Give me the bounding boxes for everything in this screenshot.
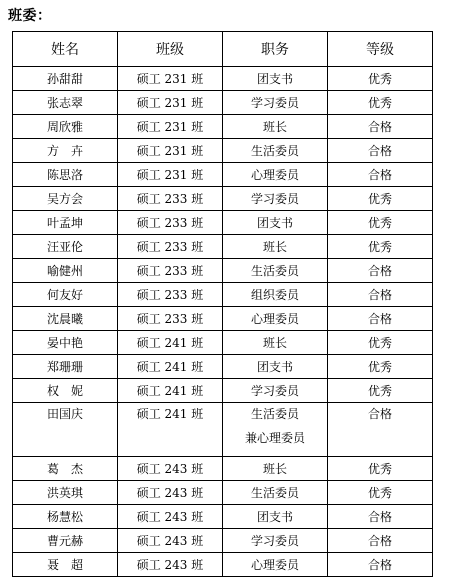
table-row (13, 505, 433, 529)
table-header-row (13, 32, 433, 67)
cell-grade: 优秀 (328, 457, 433, 481)
cell-class: 硕工 233 班 (118, 307, 223, 331)
cell-class: 硕工 231 班 (118, 139, 223, 163)
cell-class: 硕工 243 班 (118, 481, 223, 505)
header-name: 姓名 (13, 32, 118, 67)
table-row (13, 211, 433, 235)
cell-class: 硕工 243 班 (118, 529, 223, 553)
cell-name: 聂 超 (13, 553, 118, 577)
cell-grade: 优秀 (328, 67, 433, 91)
cell-position: 生活委员 (223, 139, 328, 163)
cell-class: 硕工 233 班 (118, 187, 223, 211)
cell-name: 周欣雅 (13, 115, 118, 139)
header-class: 班级 (118, 32, 223, 67)
cell-position: 团支书 (223, 67, 328, 91)
cell-name: 何友好 (13, 283, 118, 307)
table-row (13, 481, 433, 505)
cell-grade: 优秀 (328, 331, 433, 355)
cell-position: 学习委员 (223, 529, 328, 553)
section-heading: 班委： (8, 8, 52, 24)
cell-grade: 优秀 (328, 211, 433, 235)
cell-class: 硕工 233 班 (118, 259, 223, 283)
cell-grade: 合格 (328, 403, 433, 457)
table-row (13, 235, 433, 259)
cell-name: 孙甜甜 (13, 67, 118, 91)
cell-position: 心理委员 (223, 307, 328, 331)
cell-name: 方 卉 (13, 139, 118, 163)
cell-position: 班长 (223, 331, 328, 355)
cell-grade: 合格 (328, 259, 433, 283)
table-row (13, 403, 433, 457)
table-row (13, 259, 433, 283)
cell-position: 心理委员 (223, 553, 328, 577)
cell-position (223, 403, 328, 457)
cell-class: 硕工 241 班 (118, 379, 223, 403)
cell-grade: 优秀 (328, 355, 433, 379)
cell-class: 硕工 241 班 (118, 331, 223, 355)
table-row (13, 331, 433, 355)
cell-class: 硕工 233 班 (118, 211, 223, 235)
cell-name: 田国庆 (13, 403, 118, 457)
cell-position: 学习委员 (223, 379, 328, 403)
table-row (13, 457, 433, 481)
cell-name: 吴方会 (13, 187, 118, 211)
header-grade: 等级 (328, 32, 433, 67)
cell-grade: 优秀 (328, 379, 433, 403)
cell-class: 硕工 233 班 (118, 235, 223, 259)
cell-position: 班长 (223, 115, 328, 139)
cell-class: 硕工 231 班 (118, 91, 223, 115)
cell-grade: 合格 (328, 163, 433, 187)
cell-name: 汪亚伦 (13, 235, 118, 259)
cell-class: 硕工 231 班 (118, 163, 223, 187)
cell-name: 葛 杰 (13, 457, 118, 481)
table-row (13, 355, 433, 379)
table-row (13, 91, 433, 115)
cell-position: 生活委员 (223, 259, 328, 283)
cell-grade: 合格 (328, 283, 433, 307)
cell-class: 硕工 243 班 (118, 553, 223, 577)
cell-name: 喻健州 (13, 259, 118, 283)
cell-grade: 合格 (328, 529, 433, 553)
cell-grade: 合格 (328, 139, 433, 163)
cell-position: 班长 (223, 235, 328, 259)
cell-position: 团支书 (223, 505, 328, 529)
cell-position: 生活委员 (223, 481, 328, 505)
table-row (13, 163, 433, 187)
cell-grade: 合格 (328, 505, 433, 529)
table-row (13, 67, 433, 91)
cell-position: 班长 (223, 457, 328, 481)
cell-position: 团支书 (223, 211, 328, 235)
cell-name: 叶孟坤 (13, 211, 118, 235)
cell-class: 硕工 241 班 (118, 355, 223, 379)
header-position: 职务 (223, 32, 328, 67)
cell-class: 硕工 233 班 (118, 283, 223, 307)
cell-class: 硕工 231 班 (118, 67, 223, 91)
cell-grade: 合格 (328, 307, 433, 331)
table-row (13, 307, 433, 331)
cell-name: 杨慧松 (13, 505, 118, 529)
cell-position: 团支书 (223, 355, 328, 379)
cell-position-line2: 兼心理委员 (244, 431, 305, 445)
cell-grade: 优秀 (328, 235, 433, 259)
cell-class: 硕工 243 班 (118, 457, 223, 481)
table-row (13, 283, 433, 307)
cell-name: 张志翠 (13, 91, 118, 115)
cell-position: 学习委员 (223, 187, 328, 211)
cell-class: 硕工 231 班 (118, 115, 223, 139)
cell-name: 晏中艳 (13, 331, 118, 355)
cell-name: 郑珊珊 (13, 355, 118, 379)
table-row (13, 529, 433, 553)
cell-name: 曹元赫 (13, 529, 118, 553)
cell-position: 组织委员 (223, 283, 328, 307)
cell-class: 硕工 243 班 (118, 505, 223, 529)
table-row (13, 379, 433, 403)
cell-grade: 优秀 (328, 91, 433, 115)
cell-position: 心理委员 (223, 163, 328, 187)
cell-name: 陈思洛 (13, 163, 118, 187)
table-row (13, 139, 433, 163)
committee-table (12, 31, 433, 577)
cell-class: 硕工 241 班 (118, 403, 223, 457)
cell-position: 学习委员 (223, 91, 328, 115)
cell-name: 沈晨曦 (13, 307, 118, 331)
cell-name: 权 妮 (13, 379, 118, 403)
cell-grade: 优秀 (328, 481, 433, 505)
cell-name: 洪英琪 (13, 481, 118, 505)
cell-position-line1: 生活委员 (250, 407, 299, 421)
cell-grade: 合格 (328, 553, 433, 577)
table-row (13, 187, 433, 211)
table-row (13, 115, 433, 139)
cell-grade: 优秀 (328, 187, 433, 211)
table-row (13, 553, 433, 577)
cell-grade: 合格 (328, 115, 433, 139)
